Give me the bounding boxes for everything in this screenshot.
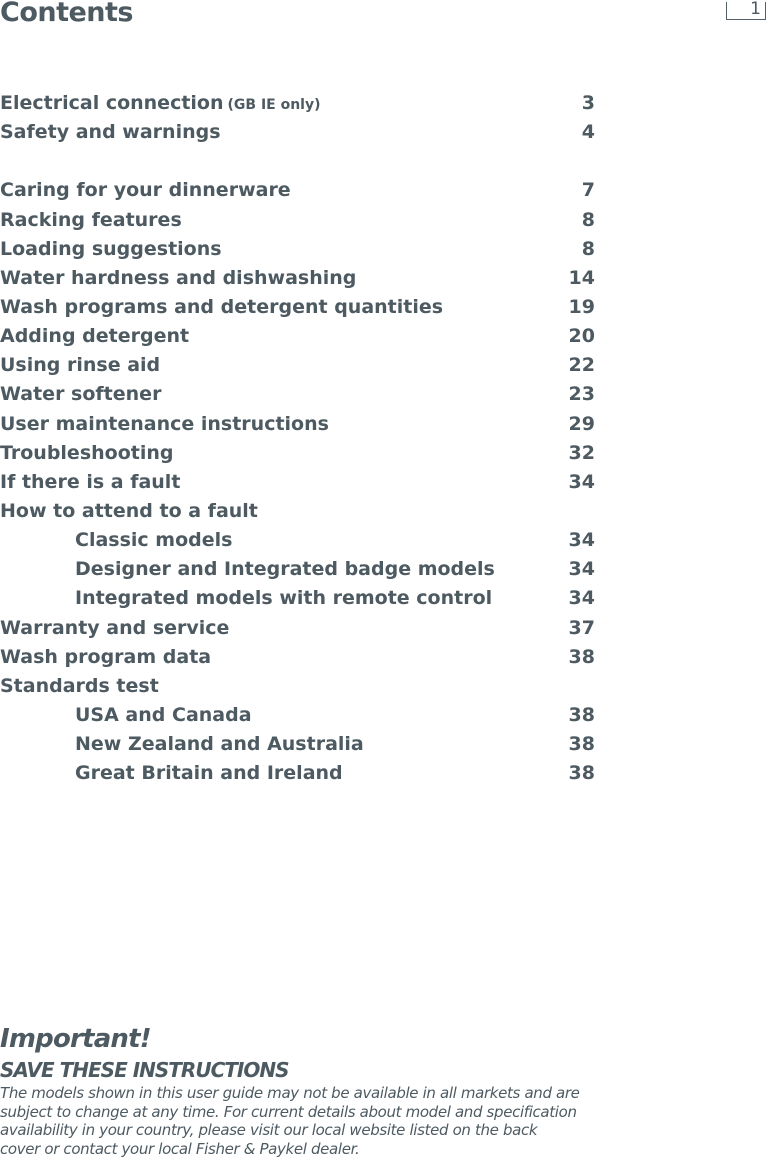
toc-entry-page: 37: [568, 616, 595, 639]
toc-entry: [0, 701, 600, 730]
toc-entry-title: Designer and Integrated badge models: [75, 558, 495, 581]
toc-entry: [0, 614, 600, 643]
toc-entry-title: Using rinse aid: [0, 354, 161, 377]
toc-entry: [0, 118, 600, 147]
toc-entry-title: Great Britain and Ireland: [75, 762, 343, 785]
page-number-box: [726, 2, 766, 20]
toc-entry-page: 14: [568, 266, 595, 289]
toc-entry-title: Wash program data: [0, 645, 212, 668]
toc-entry: [0, 439, 600, 468]
toc-entry-title: User maintenance instructions: [0, 412, 329, 435]
toc-entry: [0, 176, 600, 205]
toc-entry: [0, 89, 600, 118]
toc-entry-page: 34: [568, 558, 595, 581]
toc-entry: [0, 759, 600, 788]
save-instructions-heading: SAVE THESE INSTRUCTIONS: [0, 1058, 289, 1082]
toc-entry-title: Racking features: [0, 208, 182, 231]
toc-entry: [0, 468, 600, 497]
toc-entry-page: 38: [568, 733, 595, 756]
toc-entry-title: Safety and warnings: [0, 121, 221, 144]
toc-entry-title: Loading suggestions: [0, 237, 222, 260]
toc-entry-title: Water softener: [0, 383, 162, 406]
toc-entry-title: How to attend to a fault: [0, 499, 258, 522]
toc-entry: [0, 206, 600, 235]
toc-entry: [0, 264, 600, 293]
toc-entry-page: 22: [568, 354, 595, 377]
toc-entry-title: Warranty and service: [0, 616, 230, 639]
toc-entry-title: If there is a fault: [0, 470, 181, 493]
toc-entry-title: Classic models: [75, 529, 233, 552]
toc-entry: [0, 235, 600, 264]
toc-entry-title: Adding detergent: [0, 325, 190, 348]
toc-entry-title: New Zealand and Australia: [75, 733, 364, 756]
toc-entry-note: (GB IE only): [227, 97, 321, 113]
important-heading: Important!: [0, 1024, 151, 1054]
toc-entry: [0, 293, 600, 322]
toc-entry-title: Integrated models with remote control: [75, 587, 493, 610]
toc-entry-title: USA and Canada: [75, 703, 252, 726]
toc-entry: [0, 730, 600, 759]
important-notice: [0, 1020, 580, 1158]
toc-spacer: [0, 147, 600, 176]
notice-text: The models shown in this user guide may not be available in all markets and are subject to change at any time. For current details about model and specification availability in your country, please visit our local website listed on the back cover or contact your local Fisher & Paykel dealer.: [0, 1084, 580, 1158]
toc-entry-page: 3: [581, 92, 595, 114]
toc-entry: [0, 410, 600, 439]
toc-entry-page: 23: [568, 383, 595, 406]
toc-entry: [0, 380, 600, 409]
toc-entry-page: 38: [568, 703, 595, 726]
toc-entry-page: 20: [568, 325, 595, 348]
page-title: Contents: [0, 0, 134, 28]
toc-entry-title: Wash programs and detergent quantities: [0, 295, 444, 318]
toc-entry-page: 34: [568, 587, 595, 610]
toc-entry-page: 34: [568, 529, 595, 552]
toc-entry-page: 7: [581, 179, 595, 202]
toc-entry-page: 8: [581, 237, 595, 260]
toc-entry-page: 38: [568, 645, 595, 668]
toc-entry: [0, 555, 600, 584]
toc-entry-page: 8: [581, 208, 595, 231]
toc-entry: [0, 497, 600, 526]
toc-entry-page: 4: [581, 121, 595, 144]
toc-entry-page: 34: [568, 470, 595, 493]
toc-entry-title: Water hardness and dishwashing: [0, 266, 357, 289]
toc-entry: [0, 584, 600, 613]
table-of-contents: [0, 89, 600, 788]
toc-entry: [0, 526, 600, 555]
page-number: 1: [750, 0, 761, 19]
toc-entry-page: 19: [568, 295, 595, 318]
toc-entry: [0, 351, 600, 380]
toc-entry-title: Electrical connection: [0, 92, 224, 114]
toc-entry-page: 29: [568, 412, 595, 435]
toc-entry-title: Troubleshooting: [0, 441, 174, 464]
toc-entry: [0, 672, 600, 701]
toc-entry: [0, 322, 600, 351]
toc-entry-title: Caring for your dinnerware: [0, 179, 291, 202]
toc-entry-page: 38: [568, 762, 595, 785]
toc-entry-page: 32: [568, 441, 595, 464]
toc-entry-title: Standards test: [0, 674, 159, 697]
toc-entry: [0, 643, 600, 672]
